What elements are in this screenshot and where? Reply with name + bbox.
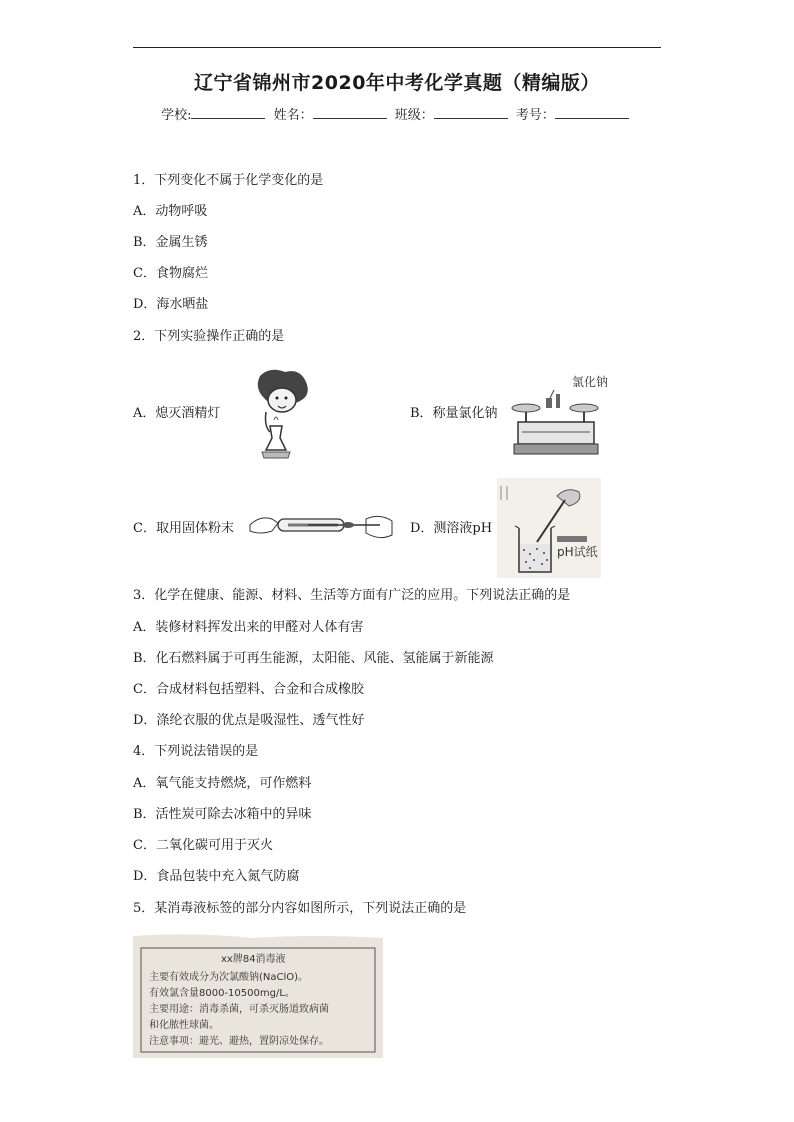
question-4-option-b[interactable]: B．活性炭可除去冰箱中的异味 [133,807,312,822]
school-blank[interactable] [191,106,265,119]
question-4-option-c[interactable]: C．二氧化碳可用于灭火 [133,838,273,853]
question-3-option-a[interactable]: A．装修材料挥发出来的甲醛对人体有害 [133,620,364,635]
question-5-stem: 5．某消毒液标签的部分内容如图所示，下列说法正确的是 [133,901,467,916]
question-1-stem: 1．下列变化不属于化学变化的是 [133,173,324,188]
question-4-option-a[interactable]: A．氧气能支持燃烧，可作燃料 [133,776,312,791]
question-2-option-a[interactable]: A．熄灭酒精灯 [133,406,221,421]
extinguish-alcohol-lamp-figure [240,366,320,462]
name-label: 姓名： [273,108,313,123]
header-rule [133,47,661,48]
question-1-option-b[interactable]: B．金属生锈 [133,235,208,250]
question-1-option-c[interactable]: C．食物腐烂 [133,266,208,281]
question-3-stem: 3．化学在健康、能源、材料、生活等方面有广泛的应用。下列说法正确的是 [133,588,571,603]
label-line-6: 注意事项：避光、避热，置阴凉处保存。 [149,1036,329,1047]
number-blank[interactable] [555,106,629,119]
name-blank[interactable] [313,106,387,119]
question-3-option-b[interactable]: B．化石燃料属于可再生能源，太阳能、风能、氢能属于新能源 [133,651,494,666]
ph-paper-label: pH试纸 [557,545,598,559]
class-label: 班级： [394,108,434,123]
question-3-option-d[interactable]: D．涤纶衣服的优点是吸湿性、透气性好 [133,713,365,728]
question-3-option-c[interactable]: C．合成材料包括塑料、合金和合成橡胶 [133,682,364,697]
sodium-chloride-label: 氯化钠 [572,375,609,389]
question-1-option-a[interactable]: A．动物呼吸 [133,204,208,219]
question-2-option-c[interactable]: C．取用固体粉末 [133,521,234,536]
school-label: 学校: [161,108,192,123]
student-info-line [0,104,794,123]
label-line-4: 主要用途：消毒杀菌，可杀灭肠道致病菌 [149,1004,329,1015]
page-title: 辽宁省锦州市2020年中考化学真题（精编版） [194,72,600,94]
solid-powder-test-tube-figure [248,505,394,549]
question-4-option-d[interactable]: D．食品包装中充入氮气防腐 [133,869,300,884]
label-line-1: xx牌84消毒液 [221,954,286,965]
question-1-option-d[interactable]: D．海水晒盐 [133,297,209,312]
question-2-stem: 2．下列实验操作正确的是 [133,329,285,344]
disinfectant-label-photo [133,932,383,1058]
question-2-option-d[interactable]: D．测溶液pH [410,521,493,536]
question-4-stem: 4．下列说法错误的是 [133,744,259,759]
class-blank[interactable] [434,106,508,119]
question-2-option-b[interactable]: B．称量氯化钠 [410,406,498,421]
number-label: 考号： [515,108,555,123]
label-line-2: 主要有效成分为次氯酸钠(NaClO)。 [149,972,309,983]
balance-scale-figure [510,372,620,464]
label-line-3: 有效氯含量8000-10500mg/L。 [149,988,295,999]
label-line-5: 和化脓性球菌。 [149,1020,219,1031]
ph-paper-test-figure [497,478,601,578]
